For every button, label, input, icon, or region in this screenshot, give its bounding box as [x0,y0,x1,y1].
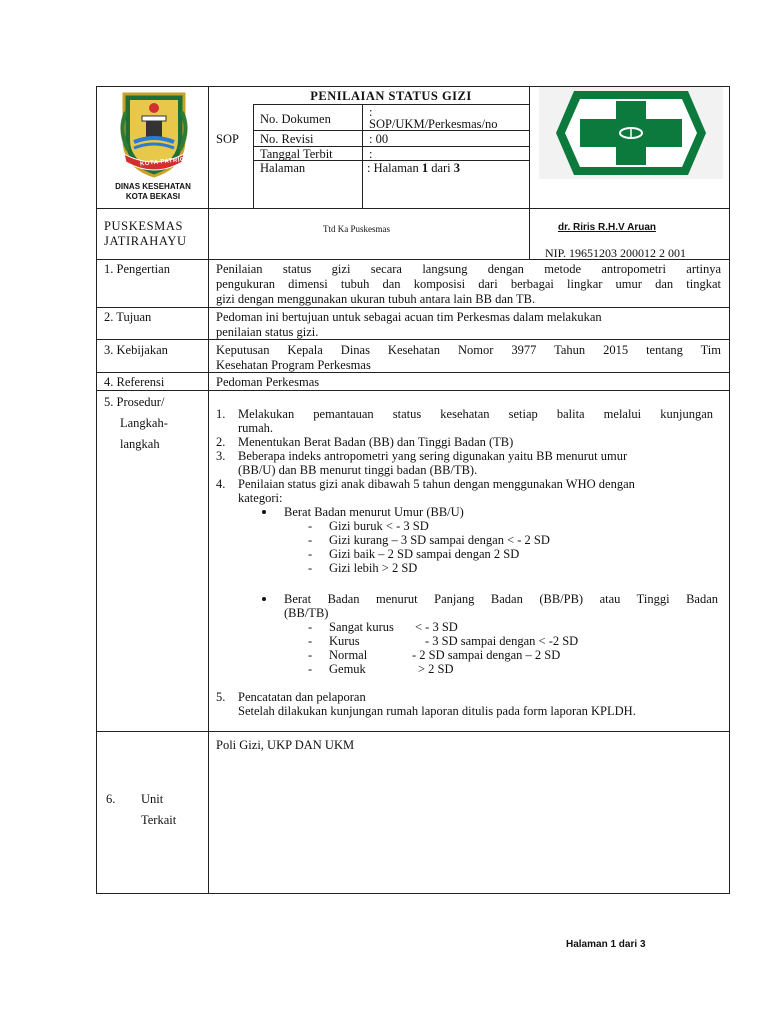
meta-value-tanggal-terbit: : [369,147,373,161]
office-name [100,182,206,202]
bbpb-title-line-2: (BB/TB) [284,606,329,620]
doc-title: PENILAIAN STATUS GIZI [310,89,472,103]
step-3-line-2: (BB/U) dan BB menurut tinggi badan (BB/TB). [238,463,478,477]
office-line-1: DINAS KESEHATAN [115,182,191,191]
meta-label-tanggal-terbit: Tanggal Terbit [260,147,333,161]
bbpb-item-name: Gemuk [329,662,366,676]
label-tujuan: 2. Tujuan [104,310,152,324]
step-2-number: 2. [216,435,226,449]
bbpb-item-range: - 3 SD sampai dengan < -2 SD [425,634,579,648]
bbpb-dash: - [308,662,313,676]
bbu-dash: - [308,547,313,561]
bbu-title: Berat Badan menurut Umur (BB/U) [284,505,464,519]
bbpb-item-range: > 2 SD [418,662,454,676]
bbu-item: Gizi baik – 2 SD sampai dengan 2 SD [329,547,520,561]
step-5-line-1: Pencatatan dan pelaporan [238,690,366,704]
kebijakan-line-2: Kesehatan Program Perkesmas [216,358,371,372]
unit-text: Poli Gizi, UKP DAN UKM [216,738,355,752]
header-bottom-border [96,208,730,209]
tujuan-line-1: Pedoman ini bertujuan untuk sebagai acuan tim Perkesmas dalam melakukan [216,310,602,324]
bbpb-title-line-1: Berat Badan menurut Panjang Badan (BB/PB) atau Tinggi Badan [284,592,718,606]
bbu-item: Gizi kurang – 3 SD sampai dengan < - 2 SD [329,533,550,547]
table-bottom-border [96,893,730,894]
bbpb-item-range: - 2 SD sampai dengan – 2 SD [412,648,561,662]
row-border-prosedur [96,390,730,391]
step-4-number: 4. [216,477,226,491]
bbpb-item-range: < - 3 SD [415,620,458,634]
sop-label: SOP [216,132,239,146]
label-referensi: 4. Referensi [104,375,165,389]
bullet-icon [262,597,266,601]
label-prosedur-1: 5. Prosedur/ [104,395,165,409]
puskesmas-logo-icon [556,91,706,175]
bbpb-item-name: Kurus [329,634,360,648]
row-border-tujuan [96,307,730,308]
bbpb-dash: - [308,620,313,634]
sop-column-border [253,104,254,208]
step-4-line-2: kategori: [238,491,283,505]
label-pengertian: 1. Pengertian [104,262,170,276]
signer-name: dr. Riris R.H.V Aruan [558,222,656,233]
meta-label-no-revisi: No. Revisi [260,132,314,146]
label-prosedur-2: Langkah- [120,416,168,430]
step-4-line-1: Penilaian status gizi anak dibawah 5 tahun dengan menggunakan WHO dengan [238,477,635,491]
step-3-number: 3. [216,449,226,463]
pengertian-line-2: pengukuran dimensi tubuh dan komposisi dari berbagai lingkar umur dan tingkat [216,277,721,291]
step-2-text: Menentukan Berat Badan (BB) dan Tinggi Badan (TB) [238,435,514,449]
kebijakan-line-1: Keputusan Kepala Dinas Kesehatan Nomor 3977 Tahun 2015 tentang Tim [216,343,721,357]
bbpb-item-name: Sangat kurus [329,620,394,634]
referensi-text: Pedoman Perkesmas [216,375,320,389]
step-1-line-1: Melakukan pemantauan status kesehatan setiap balita melalui kunjungan [238,407,713,421]
table-left-border [96,86,97,894]
unit-number: 6. [106,792,116,806]
meta-value-no-revisi: : 00 [369,132,389,146]
meta-colon-no-dokumen: : [369,105,373,119]
logo-column-border [529,86,530,260]
org-line-2: JATIRAHAYU [104,234,187,248]
meta-value-halaman: : Halaman 1 dari 3 [367,161,461,175]
unit-label-1: Unit [141,792,164,806]
bbu-item: Gizi lebih > 2 SD [329,561,418,575]
title-row-border [253,104,529,105]
unit-label-2: Terkait [141,813,177,827]
bbu-dash: - [308,561,313,575]
bbu-dash: - [308,533,313,547]
meta-value-no-dokumen: SOP/UKM/Perkesmas/no [369,117,498,131]
footer-page-number: Halaman 1 dari 3 [566,939,646,950]
row-border-unit [96,731,730,732]
bbpb-dash: - [308,634,313,648]
bbpb-dash: - [308,648,313,662]
row-border-kebijakan [96,339,730,340]
label-column-border [208,86,209,894]
bbu-dash: - [308,519,313,533]
bbu-item: Gizi buruk < - 3 SD [329,519,429,533]
pengertian-line-1: Penilaian status gizi secara langsung dengan metode antropometri artinya [216,262,721,276]
bbpb-item-name: Normal [329,648,368,662]
table-right-border [729,86,730,894]
bullet-icon [262,510,266,514]
step-1-line-2: rumah. [238,421,274,435]
label-prosedur-3: langkah [120,437,160,451]
org-line-1: PUSKESMAS [104,219,184,233]
ttd-label: Ttd Ka Puskesmas [323,224,390,234]
meta-label-halaman: Halaman [260,161,306,175]
meta-label-no-dokumen: No. Dokumen [260,112,331,126]
pengertian-line-3: gizi dengan menggunakan ukuran tubuh antara lain BB dan TB. [216,292,536,306]
office-line-2: KOTA BEKASI [125,192,181,201]
label-kebijakan: 3. Kebijakan [104,343,168,357]
signer-nip: NIP. 19651203 200012 2 001 [545,246,687,260]
step-1-number: 1. [216,407,226,421]
step-5-line-2: Setelah dilakukan kunjungan rumah laporan ditulis pada form laporan KPLDH. [238,704,636,718]
tujuan-line-2: penilaian status gizi. [216,325,319,339]
meta-value-column-border [362,104,363,208]
row-border-referensi [96,372,730,373]
step-3-line-1: Beberapa indeks antropometri yang sering digunakan yaitu BB menurut umur [238,449,628,463]
emblem-ribbon-text: KOTA PATRIOT [139,156,190,168]
step-5-number: 5. [216,690,226,704]
